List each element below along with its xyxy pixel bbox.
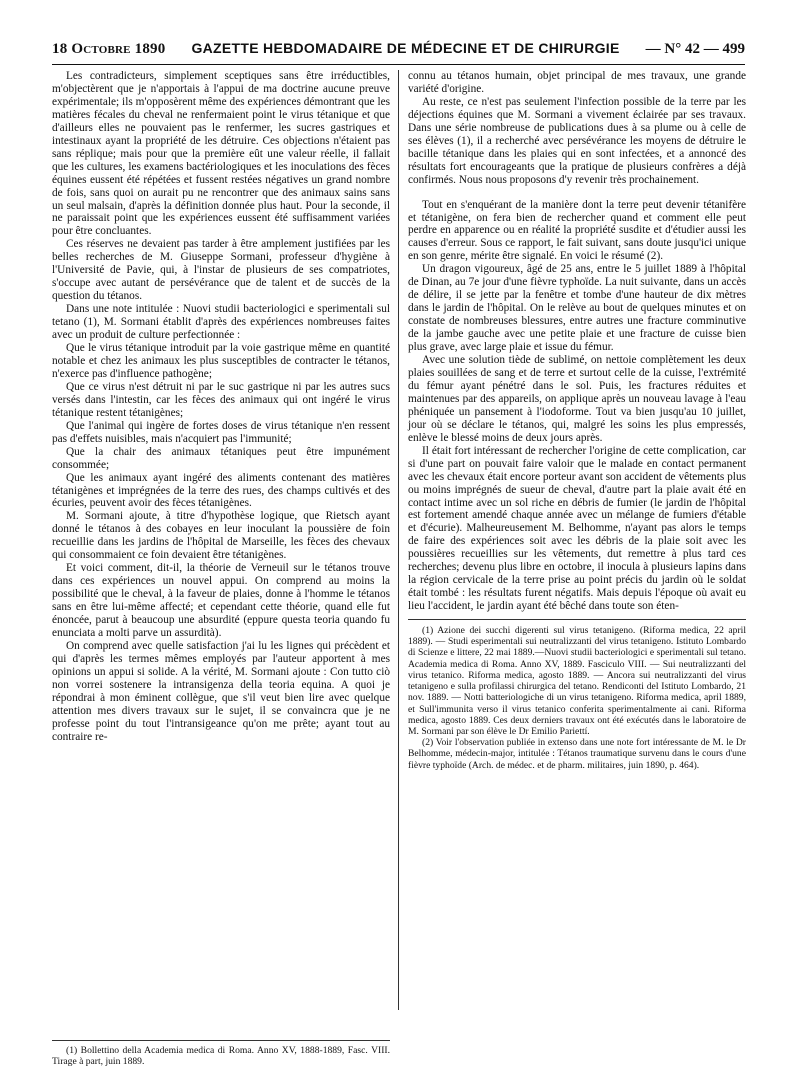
footnote: (2) Voir l'observation publiée in extenso dans une note fort intéressante de M. le Dr Belhomme, médecin-major, intitulée : Tétanos traumatique survenu dans le cours d'une fièvre typhoïde (Arch. de médec. et de pharm. militaires, juin 1890, p. 464).: [408, 737, 746, 771]
column-separator: [398, 70, 399, 1010]
page-header: [52, 40, 745, 64]
paragraph: Et voici comment, dit-il, la théorie de Verneuil sur le tétanos trouve dans ces expériences un nouvel appui. On comprend au moins la possibilité que le cheval, à la faveur de plaies, donne à l'homme le tétanos sans en être lui-même affecté; et cependant cette théorie, quand elle fut énoncée, parut à beaucoup une absurdité (eppure questa teoria quando fu enunciata a molti parve un assurdità).: [52, 562, 390, 639]
left-footnotes: [52, 1040, 390, 1067]
paragraph: Un dragon vigoureux, âgé de 25 ans, entre le 5 juillet 1889 à l'hôpital de Dinan, au 7e jour d'une fièvre typhoïde. La nuit suivante, dans un accès de délire, il se jette par la fenêtre et tombe d'une hauteur de dix mètres dans le jardin de l'hôpital. On le relève au bout de quelques minutes et on constate de nombreuses blessures, entre autres une fracture comminutive de la jambe gauche avec une petite plaie et une fracture de cuisse bien plus grave, avec large plaie et issue du fémur.: [408, 263, 746, 354]
journal-title: GAZETTE HEBDOMADAIRE DE MÉDECINE ET DE CHIRURGIE: [191, 40, 620, 56]
paragraph: connu au tétanos humain, objet principal de mes travaux, une grande variété d'origine.: [408, 70, 746, 95]
paragraph: Avec une solution tiède de sublimé, on nettoie complètement les deux plaies souillées de sang et de terre et surtout celle de la cuisse, l'extrémité du fémur ayant pénétré dans le sol. Puis, les fractures réduites et maintenues par des appareils, on applique après un nouveau lavage à l'eau phéniquée un pansement à l'iodoforme. Tout va bien jusqu'au 10 juillet, jour où se déclare le tétanos, qui, malgré les soins les plus empressés, enlève le blessé moins de deux jours après.: [408, 354, 746, 444]
right-footnotes: [408, 619, 746, 771]
page-number: — N° 42 — 499: [645, 41, 745, 57]
issue-date: 18 Octobre 1890: [52, 41, 166, 57]
left-column: [52, 70, 390, 744]
paragraph: Que la chair des animaux tétaniques peut être impunément consommée;: [52, 445, 390, 471]
paragraph: On comprend avec quelle satisfaction j'ai lu les lignes qui précèdent et qui d'après les termes mêmes employés par l'auteur apportent à mes opinions un appui si solide. A la vérité, M. Sormani ajoute : Con tutto ciò non vorrei sostenere la intransigenza della teoria equina. A quoi je répondrai à mon éminent collègue, que s'il veut bien lire avec quelque attention mes divers travaux sur le sujet, il se convaincra que je ne professe point du tout l'intransigeance qu'on me prête; ayant tout au contraire re-: [52, 639, 390, 743]
paragraph: Tout en s'enquérant de la manière dont la terre peut devenir tétanifère et tétanigène, on fera bien de rechercher quand et comment elle peut perdre en apparence ou en réalité la propriété susdite et d'étudier aussi les causes d'erreur. Sous ce rapport, le fait suivant, sans doute jusqu'ici unique en son genre, mérite être signalé. En voici le résumé (2).: [408, 198, 746, 263]
footnote-rule: [52, 1040, 390, 1041]
footnote: (1) Azione dei succhi digerenti sul virus tetanigeno. (Riforma medica, 22 april 1889). — Studi esperimentali sui neutralizzanti del virus tetanigeno. Istituto Lombardo di Scienze e littere, 22 mai 1889.—Nuovi studii bacteriologici e sperimentali sul tetano. Academia medica di Roma. Anno XV, 1889. Fasciculo VIII. — Sui neutralizzanti del virus tetanico. Riforma medica, agosto 1889. — Ancora sui neutralizzanti del virus tetanigeno e sulla profilassi chirurgica del tetano. Rendiconti del Istituto Lombardo, 21 nov. 1889. — Notti batteriologiche di un virus tetanigeno. Riforma medica, april 1889, et Sull'immunita verso il virus tetanico conferita sperimentalmente ai cani. Riforma medica, agosto 1889. Ces deux derniers travaux ont été exécutés dans le laboratoire de M. Sormani par son élève le Dr Emilio Pariettí.: [408, 625, 746, 737]
paragraph: Ces réserves ne devaient pas tarder à être amplement justifiées par les belles recherches de M. Giuseppe Sormani, professeur d'hygiène à l'Université de Pavie, qui, à l'instar de plusieurs de ses compatriotes, s'occupe avec autant de persévérance que de talent et de succès de la question du tétanos.: [52, 238, 390, 303]
paragraph: Au reste, ce n'est pas seulement l'infection possible de la terre par les déjections équines que M. Sormani a vivement éclairée par ses travaux. Dans une série nombreuse de publications dues à sa plume ou à celle de ses élèves (1), il a recherché avec persévérance les moyens de détruire le bacille tétanique dans les plaies qui en sont infectées, et a annoncé des résultats fort encourageants que la pratique de plusieurs confrères a déjà confirmés. Nous nous proposons d'y revenir très prochainement.: [408, 95, 746, 186]
paragraph: Que ce virus n'est détruit ni par le suc gastrique ni par les autres sucs versés dans l'intestin, car les fèces des animaux qui ont ingéré le virus tétanique restent tétanigènes;: [52, 380, 390, 419]
paragraph: Que les animaux ayant ingéré des aliments contenant des matières tétanigènes et imprégnées de la terre des rues, des champs cultivés et des écuries, peuvent avoir des fèces tétanigènes.: [52, 471, 390, 510]
right-column: [408, 70, 746, 771]
paragraph: Les contradicteurs, simplement sceptiques sans être irréductibles, m'objectèrent que je n'apportais à l'appui de ma doctrine aucune preuve expérimentale; ils m'opposèrent même des expériences démontrant que les matières fécales du cheval ne renfermaient point le virus tétanique et que d'ailleurs elles ne pouvaient pas le renfermer, les sucres gastriques et intestinaux ayant la propriété de les détruire. Ces objections n'étaient pas sans réplique; mais pour que la première eût une valeur réelle, il fallait que les cultures, les examens bactériologiques et les inoculations des fèces équines eussent été répétées et fussent restées négatives un grand nombre de fois, sans quoi on aurait pu ne rencontrer que des animaux sains sans un seul malsain, d'après la définition donnée plus haut. Pour la seconde, il ne paraissait point que les expériences eussent été suffisamment variées pour être concluantes.: [52, 70, 390, 238]
paragraph: Il était fort intéressant de rechercher l'origine de cette complication, car si d'une part on pouvait faire valoir que le malade en contact permanent avec les chevaux était encore porteur avant son accident de vêtements plus ou moins imprégnés de sueur de cheval, d'autre part la plaie avait été en contact intime avec un sol riche en débris de fumier (le jardin de l'hôpital est fortement amendé chaque année avec un mélange de fumiers d'étable et d'écurie). Malheureusement M. Belhomme, n'ayant pas alors le temps de faire des expériences soit avec les débris de la plaie soit avec les poussières recueillies sur les vêtements, dut remettre à plus tard ces recherches; devenu plus libre en octobre, il inocula à plusieurs lapins dans la région cervicale de la terre prise au point précis du jardin où le soldat était tombé : les résultats furent négatifs. Mais depuis l'époque où avait eu lieu l'accident, le jardin ayant été bêché dans toute son éten-: [408, 444, 746, 613]
paragraph: M. Sormani ajoute, à titre d'hypothèse logique, que Rietsch ayant donné le tétanos à des cobayes en leur inoculant la poussière de foin recueillie dans les jardins de l'hôpital de Marseille, les fèces des chevaux qui consommaient ce foin devaient être tétanigènes.: [52, 510, 390, 562]
footnote: (1) Bollettino della Academia medica di Roma. Anno XV, 1888-1889, Fasc. VIII. Tirage à part, juin 1889.: [52, 1045, 390, 1068]
section-gap: [408, 187, 746, 199]
header-rule: [52, 64, 745, 65]
paragraph: Que le virus tétanique introduit par la voie gastrique même en quantité notable et chez les animaux les plus susceptibles de contracter le tétanos, n'exerce pas d'influence pathogène;: [52, 342, 390, 380]
paragraph: Que l'animal qui ingère de fortes doses de virus tétanique n'en ressent pas d'effets nuisibles, mais n'acquiert pas l'immunité;: [52, 419, 390, 445]
footnote-rule: [408, 619, 746, 620]
paragraph: Dans une note intitulée : Nuovi studii bacteriologici e sperimentali sul tetano (1), M. Sormani établit d'après des expériences nombreuses faites avec un produit de culture perfectionnée :: [52, 303, 390, 342]
